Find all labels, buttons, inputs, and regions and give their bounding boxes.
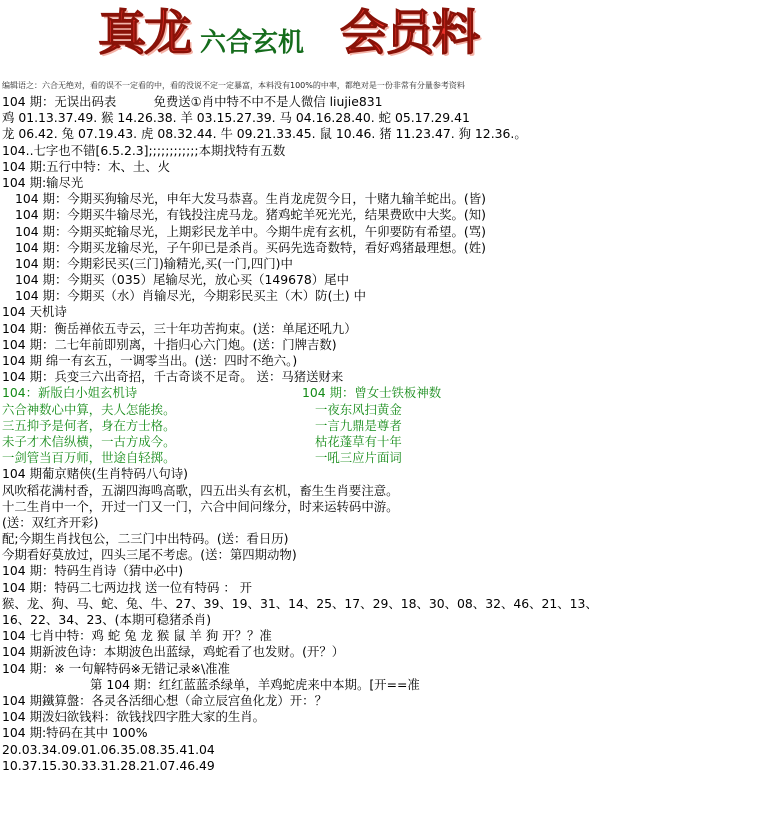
- text-line: 104 天机诗: [2, 304, 67, 320]
- text-line: 10.37.15.30.33.31.28.21.07.46.49: [2, 757, 215, 773]
- text-line: 第 104 期：红红蓝蓝杀绿单，羊鸡蛇虎来中本期。[开==准: [90, 676, 420, 692]
- poem-left-line: 三五抑予是何者，身在方士格。: [2, 417, 176, 433]
- text-line: 104..七字也不错[6.5.2.3];;;;;;;;;;;;本期找特有五数: [2, 142, 286, 158]
- text-line: 104 期：特码生肖诗（猜中必中): [2, 563, 184, 579]
- text-line: 104 期：今期买牛输尽光，有钱投注虎马龙。猪鸡蛇羊死光光，结果费欧中大奖。(知): [15, 207, 486, 223]
- content-body: [2, 94, 773, 774]
- header-banner: [0, 0, 775, 75]
- text-line: 104 期:五行中特：木、土、火: [2, 158, 171, 174]
- text-line: 猴、龙、狗、马、蛇、兔、牛、27、39、19、31、14、25、17、29、18、30、08、32、46、21、13、: [2, 595, 598, 611]
- text-line: 104 期新波色诗：本期波色出蓝绿，鸡蛇看了也发财。(开？）: [2, 644, 345, 660]
- poem-right-line: 104 期：曾女士铁板神数: [302, 385, 442, 401]
- text-line: 104 期：※ 一句解特码※无错记录※\准准: [2, 660, 230, 676]
- poem-right-line: 一吼三应片面词: [315, 450, 402, 466]
- text-line: 104 期：无误出码表 免费送①肖中特不中不是人微信 liujie831: [2, 94, 383, 109]
- banner-title-middle: 六合玄机: [200, 28, 305, 58]
- poem-left-line: 六合神数心中算，夫人怎能挨。: [2, 401, 176, 417]
- text-line: 104 期：二七年前即别离，十指归心六门炮。(送：门牌吉数): [2, 336, 337, 352]
- poem-left-line: 未子才术信纵横，一古方成今。: [2, 433, 176, 449]
- text-line: 104 期鐵算盤：各灵各活细心想（命立辰宫鱼化龙）开：？: [2, 692, 327, 708]
- poem-row: [2, 434, 773, 450]
- text-line: 104 期泼妇欲钱料：欲钱找四字胜大家的生肖。: [2, 709, 266, 725]
- text-line: 20.03.34.09.01.06.35.08.35.41.04: [2, 741, 215, 757]
- text-line: 104 期：今期彩民买(三门)输精光,买(一门,四门)中: [15, 255, 293, 271]
- banner-title-right: 会员料: [340, 5, 479, 61]
- text-line: 104 期：今期买蛇输尽光，上期彩民龙羊中。今期牛虎有玄机，午卯要防有希望。(骂): [15, 223, 486, 239]
- poem-row: [2, 450, 773, 466]
- poem-row: [2, 402, 773, 418]
- poem-right-line: 枯花蓬草有十年: [315, 433, 402, 449]
- text-line: 104 期 绵一有玄五，一调零当出。(送：四时不绝六。): [2, 353, 298, 368]
- text-line: 104 期：今期买龙输尽光，子午卯已是杀肖。买码先选奇数特，看好鸡猪最理想。(姓): [15, 239, 486, 255]
- text-line: 十二生肖中一个，开过一门又一门，六合中间问缘分，时来运转码中游。: [2, 498, 399, 514]
- poem-right-line: 一言九鼎是尊者: [315, 417, 402, 433]
- poem-row: [2, 385, 773, 401]
- text-line: 风吹稻花满村香，五湖四海鸣高歌，四五出头有玄机，畜生生肖要注意。: [2, 482, 399, 498]
- text-line: 104 期：今期买（水）肖输尽光，今期彩民买主（木）防(土) 中: [15, 288, 366, 304]
- text-line: 今期看好莫放过，四头三尾不考虑。(送：第四期动物): [2, 547, 297, 563]
- text-line: 鸡 01.13.37.49. 猴 14.26.38. 羊 03.15.27.39. 马 04.16.28.40. 蛇 05.17.29.41: [2, 110, 470, 126]
- text-line: 104 期：兵变三六出奇招，千古奇谈不足奇。 送：马猪送财来: [2, 369, 344, 385]
- poem-row: [2, 418, 773, 434]
- text-line: 104 期：今期买（035）尾输尽光，放心买（149678）尾中: [15, 272, 349, 288]
- text-line: 104 期:输尽光: [2, 174, 84, 190]
- text-line: 16、22、34、23、(本期可稳猪杀肖): [2, 612, 212, 627]
- text-line: 104 期葡京赌侠(生肖特码八句诗): [2, 466, 188, 482]
- text-line: 龙 06.42. 兔 07.19.43. 虎 08.32.44. 牛 09.21.33.45. 鼠 10.46. 猪 11.23.47. 狗 12.36.。: [2, 126, 527, 142]
- text-line: 104 期：今期买狗输尽光，申年大发马恭喜。生肖龙虎贺今日，十赌九输羊蛇出。(皆): [15, 191, 486, 207]
- poem-right-line: 一夜东风扫黄金: [315, 401, 402, 417]
- text-line: 104 期：衡岳禅依五寺云，三十年功苦拘束。(送：单尾还吼九）: [2, 320, 357, 336]
- poem-two-column-block: [2, 385, 773, 466]
- poem-left-line: 一剑管当百万师，世途自轻掷。: [2, 450, 176, 466]
- disclaimer-text: 编辑语之：六合无绝对，看的误不一定看的中，看的没说不定一定暴富，本料没有100%的中率，都绝对是一份非常有分量参考资料: [2, 81, 465, 90]
- text-line: 104 七肖中特：鸡 蛇 兔 龙 猴 鼠 羊 狗 开？？准: [2, 628, 272, 644]
- text-line: 104 期：特码二七两边找 送一位有特码 ： 开: [2, 579, 253, 595]
- poem-left-line: 104：新版白小姐玄机诗: [2, 385, 138, 401]
- text-line: (送：双红齐开彩): [2, 514, 99, 530]
- text-line: 配;今期生肖找包公，二三门中出特码。(送：看日历): [2, 531, 289, 547]
- banner-title-left: 真龙: [98, 5, 191, 61]
- text-line: 104 期:特码在其中 100%: [2, 725, 148, 741]
